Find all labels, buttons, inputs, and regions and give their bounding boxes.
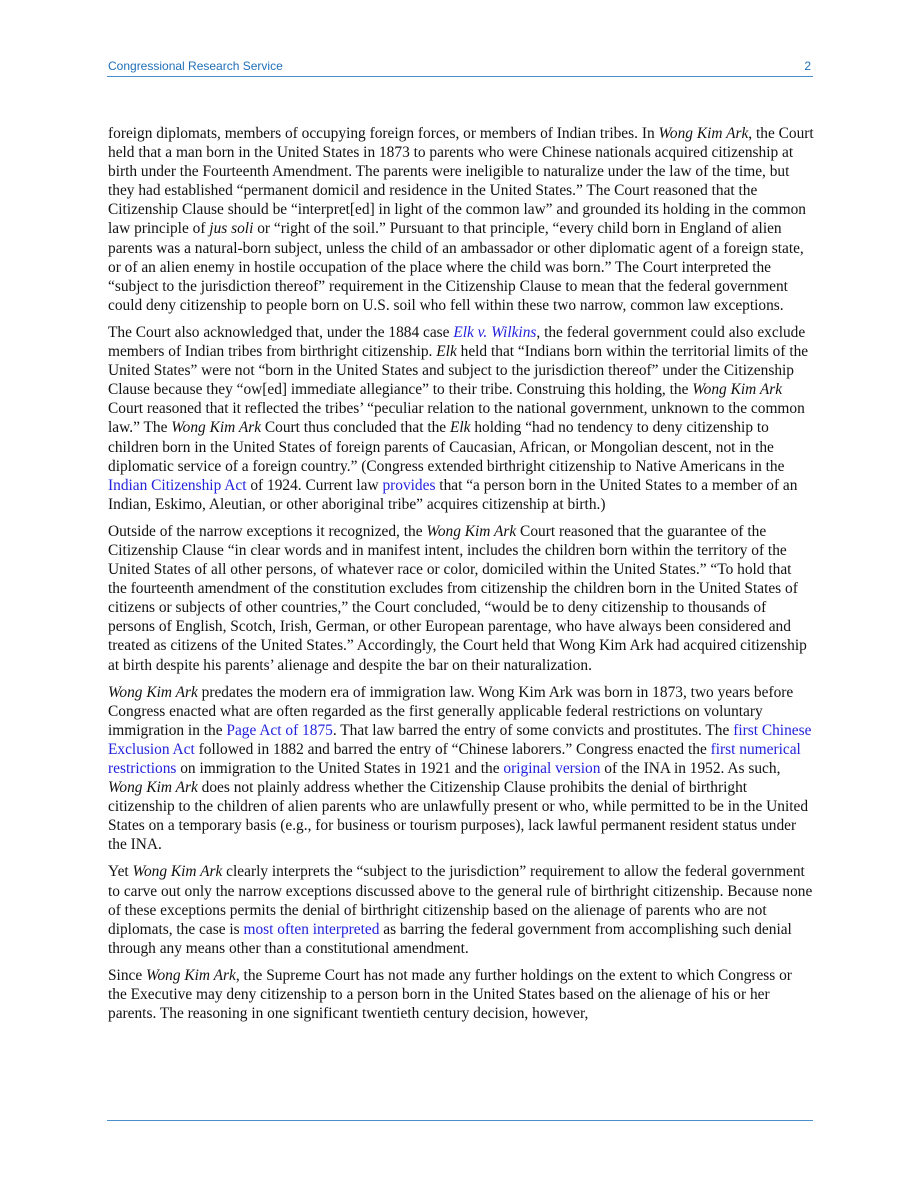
text-run: followed in 1882 and barred the entry of “Chinese laborers.” Congress enacted the [194,740,711,758]
italic-text: Wong Kim Ark [658,125,749,142]
inline-link[interactable]: first Chinese Exclusion Act [108,721,812,758]
inline-link[interactable]: original version [503,760,601,777]
text-run: , the Supreme Court has not made any further holdings on the extent to which Congress or the Executive may deny citizenship to a person born in the United States based on the alienage of his or her parents. The reasoning in one significant twentieth century decision, however, [108,966,792,1023]
page-number: 2 [804,59,811,73]
italic-text: Wong Kim Ark [426,522,517,540]
inline-link[interactable]: provides [382,476,436,494]
inline-link[interactable]: Page Act of 1875 [226,721,333,739]
text-run: Yet [108,863,133,881]
text-run: of the INA in 1952. As such, [600,760,781,777]
italic-text: Wong Kim Ark [692,381,783,399]
paragraph [108,966,814,1023]
italic-text: Wong Kim Ark [108,779,198,797]
italic-text: jus soli [209,220,254,238]
italic-text: Wong Kim Ark [108,683,198,701]
text-run: that “a person born in the United States to a member of an Indian, Eskimo, Aleutian, or other aboriginal tribe” acquires citizenship at birth.) [108,476,798,513]
text-run: Court reasoned that it reflected the tribes’ “peculiar relation to the national government, unknown to the common law.” The [108,400,805,437]
text-run: as barring the federal government from accomplishing such denial through any means other than a constitutional amendment. [108,920,792,957]
text-run: on immigration to the United States in 1921 and the [176,760,504,777]
text-run: of 1924. Current law [246,476,383,494]
text-run: clearly interprets the “subject to the jurisdiction” requirement to allow the federal government to carve out only the narrow exceptions discussed above to the general rule of birthright citizenship. Because none of these exceptions permits the denial of birthright citizenship based on the alienage of parents who are not diplomats, the case is [108,863,813,938]
text-run: Since [108,966,147,984]
text-run: predates the modern era of immigration law. Wong Kim Ark was born in 1873, two years before Congress enacted what are often regarded as the first generally applicable federal restrictions on voluntary immigration in the [108,683,794,739]
inline-link[interactable]: Elk v. Wilkins [453,323,537,341]
text-run: Court reasoned that the guarantee of the Citizenship Clause “in clear words and in manifest intent, includes the children born within the territory of the United States of all other persons, of whatever race or color, domiciled within the United States.” “To hold that the fourteenth amendment of the constitution excludes from citizenship the children born in the United States of citizens or subjects of other countries,” the Court concluded, “would be to deny citizenship to thousands of persons of English, Scotch, Irish, German, or other European parentage, who have always been considered and treated as citizens of the United States.” Accordingly, the Court held that Wong Kim Ark had acquired citizenship at birth despite his parents’ alienage and despite the bar on their naturalization. [108,522,807,674]
inline-link[interactable]: most often interpreted [243,920,380,938]
page-header [107,58,813,77]
header-source: Congressional Research Service [108,59,283,73]
text-run: Outside of the narrow exceptions it recognized, the [108,522,427,540]
text-run: held that “Indians born within the territorial limits of the United States” were not “born in the United States and subject to the jurisdiction thereof” under the Citizenship Clause because they “ow[ed] immediate allegiance” to their tribe. Construing this holding, the [108,343,809,399]
paragraph [108,683,814,855]
inline-link[interactable]: Indian Citizenship Act [108,476,247,494]
paragraph [108,124,814,315]
text-run: Court thus concluded that the [261,419,450,437]
italic-text: Wong Kim Ark [146,966,236,984]
text-run: holding “had no tendency to deny citizenship to children born in the United States of foreign parents of Caucasian, African, or Mongolian descent, not in the diplomatic service of a foreign country.” (Congress extended birthright citizenship to Native Americans in the [108,419,785,475]
italic-text: Elk [449,419,471,437]
paragraph [108,323,814,514]
paragraph [108,522,814,675]
text-run: . That law barred the entry of some convicts and prostitutes. The [332,721,734,739]
text-run: , the federal government could also exclude members of Indian tribes from birthright citizenship. [108,323,806,361]
text-run: or “right of the soil.” Pursuant to that principle, “every child born in England of alien parents was a natural-born subject, unless the child of an ambassador or other diplomatic agent of a foreign state, or of an alien enemy in hostile occupation of the place where the child was born.” The Court interpreted the “subject to the jurisdiction thereof” requirement in the Citizenship Clause to mean that the federal government could deny citizenship to people born on U.S. soil who fell within these two narrow, common law exceptions. [108,220,804,314]
text-run: The Court also acknowledged that, under the 1884 case [108,323,454,341]
paragraph [108,862,814,957]
document-body [108,124,814,1031]
italic-text: Wong Kim Ark [171,419,262,437]
italic-text: Wong Kim Ark [132,863,223,881]
inline-link[interactable]: first numerical restrictions [108,740,801,777]
text-run: , the Court held that a man born in the United States in 1873 to parents who were Chinese nationals acquired citizenship at birth under the Fourteenth Amendment. The parents were ineligible to naturalize under the law of the time, but they had established “permanent domicil and residence in the United States.” The Court reasoned that the Citizenship Clause should be “interpret[ed] in light of the common law” and grounded its holding in the common law principle of [108,125,814,238]
text-run: does not plainly address whether the Citizenship Clause prohibits the denial of birthright citizenship to the children of alien parents who are unlawfully present or who, while permitted to be in the United States on a temporary basis (e.g., for business or tourism purposes), lack lawful permanent resident status under the INA. [108,779,809,854]
footer-rule [107,1120,813,1121]
italic-text: Elk [436,343,457,361]
text-run: foreign diplomats, members of occupying foreign forces, or members of Indian tribes. In [108,125,659,142]
